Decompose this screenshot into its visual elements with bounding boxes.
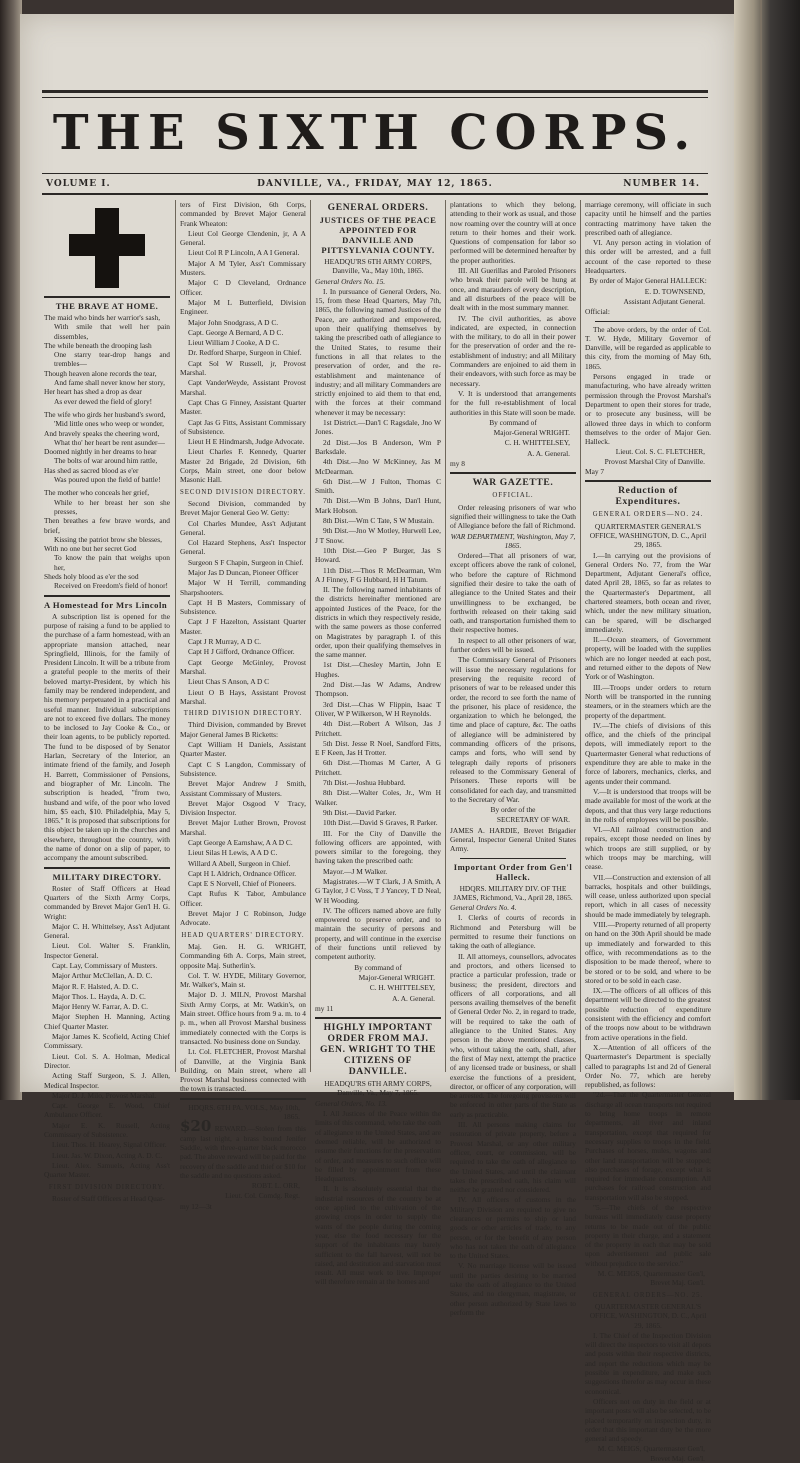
important-order-para-2: II. It is absolutely essential that the industrial resources of the country be at once applied to the cultivation of the growing crops in order to supply the wants of the people during the coming year, else the food necessary for the support of the inhabitants may barely sufficient to the fall harvest, will not be raised, and destitution and starvation must result. All must work to live. Improper will therefore remain at the homes and [315,1184,441,1287]
column-1 [44,200,170,1203]
directory-entry: Capt VanderWeyde, Assistant Provost Marshal. [180,378,306,397]
hq-directory-list [180,942,306,1094]
poem-line: 'Mid little ones who weep or wonder, [54,419,165,429]
go25-para-1: I. The Chief of the Inspection Division will direct the inspectors to visit all depots and posts within their respective districts, and report the reductions which may be possible in expenditure, and make such suggestions therefor as may occur in these economical. [585,1330,711,1396]
poem-line: The maid who binds her warrior's sash, [44,313,161,322]
appointee-entry: 5th Dist. Jesse R Noel, Sandford Fitts, E F Keen, Jas H Trotter. [315,738,441,758]
important-order-number: General Orders, No. 13. [315,1098,387,1108]
go24-paragraph: II.—Ocean steamers, of Government property, will be loaded with the supplies which are no longer needed at each post, and returned either to the depots of New York or of Washington. [585,635,711,682]
section-divider [585,480,711,482]
masthead-rule [42,97,708,98]
order-footnote: my 8 [450,459,465,469]
binding-board-edge [760,0,762,1100]
appointee-entry: 4th Dist.—Robert A Wilson, Jas J Pritchett. [315,719,441,738]
second-division-title: SECOND DIVISION DIRECTORY. [180,488,307,496]
directory-entry: Capt Sol W Russell, jr, Provost Marshal. [180,358,306,378]
official-label: OFFICIAL. [492,492,534,500]
go24-paragraph: I.—In carrying out the provisions of General Orders No. 77, from the War Department, Adjutant General's office, dated April 28, 1865, so far as relates to the Quartermaster's Department, all chartered steamers, both ocean and river, which, under the new military situation, can be spared, will be discharged immediately. [585,550,711,634]
volume-label: VOLUME I. [46,179,111,189]
directory-entry: Lieut William J Cooke, A D C. [188,338,280,348]
column-rule [310,200,311,1072]
directory-entry: Lieut. Jas. W. Dixon, Acting A. D. C. [52,1150,163,1160]
directory-entry: Brevet Major Andrew J Smith, Assistant Commissary of Musters. [180,779,306,798]
sixth-corps-cross-badge [44,200,170,292]
homestead-article: A subscription list is opened for the purpose of raising a fund to be applied to the purchase of a farm homestead, with an appropriate mansion attached, near Springfield, Illinois, for the family of President Lincoln. It will be a tribute from a grateful people to the merits of their beloved martyr-President, by which his family may be rendered independent, and his memory perpetuated in a practical and useful manner. Individual subscriptions are not to exceed five dollars. The money to be inclosed to Jay Cooke & Co., or their loan agents, to be publicly reported. The fund to be disposed of by Senator Harlan, Secretary of the Interior, an intimate friend of the family, and Joseph H. Barrett, Commissioner of Pensions, and biographer of Mr. Lincoln. The subscription is headed, "from two, husband and wife, of the poor who loved him, $5 each, $10. Philadelphia, May 5, 1865." It is proposed that subscriptions for this object be taken up in the churches and elsewhere, throughout the country, with the name of donor on a slip of paper, to accompany the amount subscribed. [44,611,170,863]
directory-entry: Capt H B Masters, Commissary of Subsistence. [180,597,306,617]
important-order-hq: HEADQU'RS 6TH ARMY CORPS, Danville, Va., May 7, 1865. [324,1079,432,1098]
newspaper-page [20,14,734,1463]
appointee-entry: 3rd Dist.—Chas W Flippin, Isaac T Oliver, W P Wilkerson, W H Reynolds. [315,699,441,718]
poem-line: Received on Freedom's field of honor! [54,581,169,591]
poem-line: And fame shall never know her story, [54,378,165,388]
war-by-order: By order of the [490,805,536,815]
directory-entry: Capt Chas G Finney, Assistant Quarter Master. [180,397,306,417]
directory-entry: Col Hazard Stephens, Ass't Inspector General. [180,538,306,557]
directory-entry: Brevet Major Luther Brown, Provost Marshal. [180,818,306,837]
order-para-3: III. All Guerillas and Paroled Prisoners who break their parole will be hung at once, and marauders of every description, and all disturbers of the peace will be dealt with in the most summary manner. [450,266,576,313]
provost-footnote: May 7 [585,467,605,477]
column-3 [315,200,441,1287]
go24-paragraph: III.—Troops under orders to return North will be transported in the running steamers, or in the steamers which are the property of the department. [585,682,711,720]
directory-entry: Lieut H E Hindmarsh, Judge Advocate. [188,437,305,447]
poem-line: Sheds holy blood as e'er the sod [44,572,139,582]
directory-entry: Capt C S Langdon, Commissary of Subsistence. [180,759,306,778]
directory-entry: Capt Jas G Fitts, Assistant Commissary of Subsistence. [180,417,306,436]
provost-notice-2: Persons engaged in trade or manufacturing, who have already written permission through the Provost Marshal's Department to open their stores for trade, or to prosecute any business, will be allowed three days in which to conform themselves to the order of Major Gen. Halleck. [585,372,711,447]
poem-line: What tho' her heart be rent asunder— [54,437,165,447]
appointee-entry: 1st Dist.—Chesley Martin, John E Hughes. [315,660,441,679]
official-label: Official: [585,307,610,317]
poem-line: With no one but her secret God [44,544,137,554]
book-binding-left [0,0,22,1100]
reward-signature-title: Lieut. Col. Comdg. Regt. [225,1191,300,1201]
war-para-1: Ordered—That all prisoners of war, except officers above the rank of colonel, who before the capture of Richmond signified their desire to take the oath of allegiance to the United States and their unwillingness to be exchanged, be forthwith released on their taking said oath, and transportation furnished them to their respective homes. [450,551,576,635]
poem-line: The mother who conceals her grief, [44,488,150,498]
directory-entry: Major Henry W. Farrar, A. D. C. [52,1002,148,1012]
go24-paragraph: IX.—The officers of all offices of this department will be directed to the greatest possible reduction of expenditure consistent with the efficiency and comfort of the troops now about to be withdrawn from active operations in the field. [585,986,711,1042]
directory-entry: Brevet Major J C Robinson, Judge Advocate. [180,909,306,928]
poem-line: As ever dewed the field of glory! [54,396,153,406]
directory-entry: Capt H J Gifford, Ordnance Officer. [188,647,295,657]
appointee-entry: 7th Dist.—Joshua Hubbard. [323,778,406,788]
justice-entry: 9th Dist.—Jno W Motley, Hurwell Lee, J T Snow. [315,526,441,545]
directory-entry: Major Thos. L. Hayda, A. D. C. [52,991,146,1001]
provost-notice: The above orders, by the order of Col. T. W. Hyde, Military Governor of Danville, will be regarded as applicable to this city, from the morning of May 6th, 1865. [585,324,711,371]
signature-role: Assistant Adjutant General. [623,296,705,306]
section-divider [180,1098,306,1100]
poem-line: Was poured upon the field of battle! [54,475,161,485]
appointee-entry: 10th Dist.—David S Graves, R Parker. [323,818,438,828]
section-divider [44,595,170,597]
directory-entry: Major M L Butterfield, Division Engineer. [180,297,306,317]
poem-line: Has shed as sacred blood as e'er [44,465,139,475]
go25-para-2: Officers not on duty in the field or at important posts will also be selected, to be placed temporarily on inspection duty, in order that this important duty be the more general and speedy. [585,1396,711,1444]
orders-hq-line: HEADQU'RS 6TH ARMY CORPS, Danville, Va., May 10th, 1865. [324,257,432,276]
directory-entry: Dr. Redford Sharpe, Surgeon in Chief. [188,348,302,358]
orders-para-3: III. For the City of Danville the following officers are appointed, with powers similar to the foregoing, they having taken the prescribed oath: [315,828,441,866]
military-directory-title: MILITARY DIRECTORY. [52,871,162,882]
poem-line: While to her breast her son she presses, [54,497,170,516]
justice-entry: 8th Dist.—Wm C Tate, S W Mustain. [323,516,434,526]
poem-line: To know the pain that weighs upon her, [54,553,170,572]
directory-entry: Lieut Silas H Lewis, A A D C. [188,848,278,858]
directory-entry: Lieut. Col. S. A. Holman, Medical Director. [44,1051,170,1070]
poem-line: Though heaven alone records the tear, [44,368,157,378]
directory-entry: Capt George A Earnshaw, A A D C. [188,838,293,847]
poem-line: The while beneath the drooping lash [44,340,152,350]
place-and-date: DANVILLE, VA., FRIDAY, MAY 12, 1865. [257,179,493,189]
halleck-hq: HDQRS. MILITARY DIV. OF THE JAMES, Richmond, Va., April 28, 1865. [453,883,573,902]
halleck-para-2: II. All attorneys, counsellors, advocates and proctors, and others licensed to practice a particular profession, trade or business; the president, directors and officers of all corporations, and all persons availing themselves of the benefit of General Order No. 2, in regard to trade, will be required to take the oath of allegiance to the United States. Any person in the above mentioned classes, who, without taking the oath, shall, after the first of May next, attempt the practice of any licensed trade or business, or shall exercise the functions of a president, director, or officer of any corporation, will be arrested. The foregoing provisions will be enforced in other parts of the State as early as practicable. [450,951,576,1119]
directory-entry: Willard A Abell, Surgeon in Chief. [188,858,291,868]
by-command: By order of Major General HALLECK: [589,276,707,286]
go24-paragraphs [585,551,711,1269]
order-continuation: plantations to which they belong, attending to their work as usual, and those now roaming over the country will at once return to their homes and their work. Questions of compensation for labor so performed will be determined hereafter by the proper authorities. [450,200,576,265]
directory-intro: Roster of Staff Officers at Head Quarters of the Sixth Army Corps, commanded by Brevet Major Gen'l H. G. Wright: [44,883,170,921]
column-rule [175,200,176,1072]
halleck-para-6: VI. Any person acting in violation of this order will be arrested, and a full account of the case reported to these Headquarters. [585,238,711,276]
orders-para-1: I. In pursuance of General Orders, No. 15, from these Head Quarters, May 7th, 1865, the following named Justices of the Peace, are authorized and empowered, upon their qualifying themselves by taking the prescribed oath of allegiance to the United States, to resume their functions in all that relates to the preservation of order, and the re-establishment and maintenance of industry; and all military Commanders are strictly enjoined to aid them to that end, with the forces at their command whenever it may be necessary: [315,286,441,417]
directory-entry: Acting Staff Surgeon, S. J. Allen, Medical Inspector. [44,1071,170,1090]
signature-general: Major-General WRIGHT. [358,972,435,982]
go24-paragraph: "2d.—That the Quartermaster General discharge all ocean transports not required to bring home troops in remote departments, all river and inland transportation, except that required for necessary supplies to troops in the field. Purchases of horses, mules, wagons and other land transportation will be stopped; also purchases of forage, except what is required for immediate consumption. All purchases for railroad construction and transportation will also be stopped. [585,1090,711,1202]
go24-paragraph: X.—Attention of all officers of the Quartermaster's Department is specially called to paragraphs 1st and 2d of General Order No. 77, which are hereby republished, as follows: [585,1042,711,1090]
mayor-line: Mayor.—J M Walker. [323,866,388,876]
go25-hq: QUARTERMASTER GENERAL'S OFFICE, WASHINGTON, D. C., April 29, 1865. [589,1301,707,1330]
second-division-list [180,519,306,707]
war-department-line: WAR DEPARTMENT, Washington, May 7, 1865. [450,531,576,550]
justice-entry: 4th Dist.—Jno W McKinney, Jas M McDearman. [315,457,441,476]
go24-paragraph: VIII.—Property returned of all property on hand on the 30th April should be made up immediately and forwarded to this office, with recommendations as to the disposition to be made thereof, where to be stored or to be sold, and where to be stored or to be sold in each case. [585,920,712,985]
directory-entry: Lt. Col. FLETCHER, Provost Marshal of Danville, at the Virginia Bank Building, on Main street, where all Provost Marshal business connected with the town is transacted. [180,1047,306,1094]
directory-entry: Major James K. Scofield, Acting Chief Commissary. [44,1032,170,1051]
directory-entry: Major D. J. Milo, Provost Marshal. [52,1090,157,1100]
by-command: By command of [489,417,537,427]
directory-entry: Major C. H. Whittelsey, Ass't Adjutant General. [44,921,170,941]
important-order-title: HIGHLY IMPORTANT ORDER FROM MAJ. GEN. WRIGHT TO THE CITIZENS OF DANVILLE. [319,1022,437,1078]
war-para-2: In respect to all other prisoners of war, further orders will be issued. [450,635,576,655]
poem-body [44,313,170,591]
first-division-title: FIRST DIVISION DIRECTORY. [48,1183,166,1191]
poem-line: And bravely speaks the cheering word, [44,428,160,438]
justice-entry: 6th Dist.—W J Fulton, Thomas C Smith. [315,476,441,496]
appointees-list [315,660,441,827]
reward-dateline: HDQRS. 6TH PA. VOLS., May 10th, 1865. [188,1102,300,1122]
poem-line: Doomed nightly in her dreams to hear [44,447,157,457]
order-para-4: IV. The civil authorities, as above indicated, are expected, in connection with the military, to do all in their power for the preservation of order and the re-establishment of industry; and all Military Commanders are enjoined to aid them in their endeavors, with such force as may be necessary. [450,313,577,388]
homestead-title: A Homestead for Mrs Lincoln [44,599,168,610]
war-signature: JAMES A. HARDIE, Brevet Brigadier General, Inspector General United States Army. [450,825,576,854]
appointee-entry: 9th Dist.—David Parker. [323,807,397,817]
column-5 [585,200,712,1463]
directory-entry: Major Jas D Duncan, Pioneer Officer [188,567,299,577]
justice-entry: 1st District.—Dan'l C Ragsdale, Jno W Jones. [315,418,441,437]
important-order-para-1: I. All Justices of the Peace within the limits of this command, who take the oath of allegiance to the United States, and are deemed reliable, will be authorized to resume their functions for the preservation of order, and measures to such office will be filled by appointment from these Headquarters. [315,1109,441,1184]
go24-paragraph: VII.—Construction and extension of all barracks, hospitals and other buildings, will cease, unless authorized upon special report, which in all cases of necessity should be made immediately by telegraph. [585,872,711,919]
reward-footnote: my 12—3t [180,1201,212,1211]
directory-entry: Major D. J. MILN, Provost Marshal Sixth Army Corps, at Mr. Watkin's, on Main street. Office hours from 9 a. m. to 4 p. m., when all Provost Marshal business immediately connected with the Corps is transacted. No business done on Sunday. [180,990,306,1046]
first-division-intro: Roster of Staff Officers at Head Quar- [52,1193,165,1203]
orders-para-2: II. The following named inhabitants of the districts hereinafter mentioned are appointed Justices of the Peace, for the districts in which they respectively reside, with the same powers as those conferred on Magistrates by paragraph I. of this order, upon their qualifying themselves in the same manner. [315,585,441,660]
section-divider [44,296,170,298]
appointee-entry: 8th Dist.—Walter Coles, Jr., Wm H Walker. [315,788,441,807]
section-divider [315,1017,441,1019]
third-division-list [180,740,306,928]
directory-entry: Major W H Terrill, commanding Sharpshooters. [180,578,306,597]
orders-number: General Orders No. 15. [315,276,386,286]
go25-title: GENERAL ORDERS—NO. 25. [592,1291,704,1299]
war-gazette-title: WAR GAZETTE. [472,477,554,489]
justice-entry: 2d Dist.—Jos B Anderson, Wm P Barksdale. [315,437,441,456]
directory-entry: Major R. F. Halsted, A. D. C. [52,981,139,991]
justices-list [315,418,441,584]
poem-line: The wife who girds her husband's sword, [44,409,166,419]
war-secretary: SECRETARY OF WAR. [496,815,570,825]
orders-para-4: IV. The officers named above are fully empowered to preserve order, and to maintain the security of persons and property, and will continue in the exercise of their functions until relieved by competent authority. [315,905,441,962]
section-divider [460,858,566,859]
directory-entry: Major John Snodgrass, A D C. [188,317,279,327]
signature-role: A. A. General. [527,448,570,458]
directory-entry: Major Stephen H. Manning, Acting Chief Quarter Master. [44,1012,170,1031]
directory-entry: Major C D Cleveland, Ordnance Officer. [180,278,306,297]
reward-amount: $20 [180,1117,212,1136]
column-2 [180,200,307,1211]
newspaper-title: THE SIXTH CORPS. [52,105,698,161]
directory-list [44,922,170,1180]
go24-signature: M. C. MEIGS, Quartermaster Gen'l, Brevet Maj. Gen'l. [597,1269,705,1288]
directory-entry: Maj. Gen. H. G. WRIGHT, Commanding 6th A. Corps, Main street, opposite Maj. Sutherlin's. [180,941,306,970]
reward-text: REWARD.—Stolen from this camp last night, a brass bound Jenifer Saddle, with three-quarter black morocco pad. The above reward will be paid for the recovery of the saddle and thief or $10 for the saddle and no questions asked. [180,1124,306,1180]
go24-hq: QUARTERMASTER GENERAL'S OFFICE, WASHINGTON, D. C., April 29, 1865. [589,521,707,550]
go24-paragraph: VI.—All railroad construction and repairs, except those needed on lines by which troops are still supplied, or by which troops may be marching, will cease. [585,825,711,872]
poem-line: The bolts of war around him rattle, [54,456,158,466]
justice-entry: 11th Dist.—Thos R McDearman, Wm A J Finney, F G Hubbard, H H Tatum. [315,565,441,584]
third-division-title: THIRD DIVISION DIRECTORY. [183,710,303,718]
issue-number: NUMBER 14. [623,179,700,189]
reward-signature: ROBT. L. ORR, [251,1181,300,1191]
directory-entry: Surgeon S F Chapin, Surgeon in Chief. [188,557,304,567]
poem-line: Kissing the patriot brow she blesses, [54,534,162,544]
appointee-entry: 6th Dist.—Thomas M Carter, A G Pritchett. [315,758,441,777]
section-divider [450,472,576,474]
column-4 [450,200,577,1317]
halleck-continuation: marriage ceremony, will officiate in such capacity until he himself and the parties contracting matrimony have taken the prescribed oath of allegiance. [585,200,711,237]
masthead [42,90,708,174]
justice-entry: 7th Dist.—Wm B Johns, Dan'l Hunt, Mark Hobson. [315,496,441,515]
go25-signature: M. C. MEIGS, Quartermaster Gen'l, Brevet Maj. Gen'l. [597,1444,705,1463]
directory-entry: Lieut Col R P Lincoln, A A I General. [188,248,300,258]
halleck-para-1: I. Clerks of courts of records in Richmond and Petersburg will be permitted to resume their functions on taking the oath of allegiance. [450,913,576,951]
poem-line: One starry tear-drop hangs and trembles— [54,350,170,369]
go24-paragraph: V.—It is understood that troops will be made available for most of the work at the depots, and that thus very large reductions in the rolls of employees will be possible. [585,786,711,824]
column-rule [580,200,581,1072]
directory-entry: Capt. George A Bernard, A D C. [188,327,284,337]
directory-entry: Major A M Tyler, Ass't Commissary Musters. [180,258,306,278]
go24-paragraph: "5.—The chiefs of the respective bureaus will immediately cause property returns to be made out of the public property in their charge, and a statement of the property in each that may be sold upon advertisement and public sale without prejudice to the service." [585,1202,711,1268]
directory-entry: Lieut. Thos. H. Hearey, Signal Officer. [52,1140,167,1150]
directory-entry: Capt. Lay, Commissary of Musters. [52,961,158,970]
signature-role: A. A. General. [392,993,435,1003]
halleck-para-4: IV. All officers of customs in the Military Division are required to give no clearances or permits to ship or land goods or other articles of trade, to any person, or for the benefit of any person who has not taken the oath of allegiance to the United States. [450,1195,576,1261]
section-divider [44,867,170,869]
appointee-entry: 2nd Dist.—Jas W Adams, Andrew Thompson. [315,680,441,699]
signature-officer: C. H. WHITTELSEY, [504,438,570,448]
first-division-cont: ters of First Division, 6th Corps, commanded by Brevet Major General Frank Wheaton: [180,200,306,228]
directory-entry: Lieut. Col. Walter S. Franklin, Inspector General. [44,941,170,960]
magistrates-line: Magistrates.—W T Clark, J A Smith, A G Taylor, J C Voss, T J Yancey, T D Neal, W H Wooding. [315,877,441,905]
war-para-3: The Commissary General of Prisoners will issue the necessary regulations for preserving the requisite record of prisoners of war to be released under this order, the record to see forth the name of the prisoner, his place of residence, the organization to which he belonged, the time and place of capture, &c. The oaths of allegiance will be administered by commanding officers of the prisons, camps and forts, who will send by telegraph daily reports of prisoners released to the Commissary General of Prisoners. These reports will be consolidated for each day, and transmitted to the Secretary of War. [450,655,576,804]
halleck-order-title: Important Order from Gen'l Halleck. [453,861,573,882]
war-intro: Order releasing prisoners of war who signified their willingness to take the Oath of Allegiance before the fall of Richmond. [450,502,576,531]
signature-general: Major-General WRIGHT. [493,428,570,438]
directory-entry: Capt. George E. Wood, Chief Ambulance Officer. [44,1101,170,1120]
directory-entry: Capt William H Daniels, Assistant Quarter Master. [180,740,306,759]
directory-entry: Major Arthur McClellan, A. D. C. [52,971,153,981]
general-orders-title: GENERAL ORDERS. [327,202,429,213]
directory-entry: Capt J R Murray, A D C. [188,637,262,647]
directory-entry: Lieut Chas S Anson, A D C [188,677,270,687]
directory-entry: Capt George McGinley, Provost Marshal. [180,657,306,676]
third-division-intro: Third Division, commanded by Brevet Major General James B Ricketts: [180,720,306,739]
halleck-para-5: V. No marriage license will be issued until the parties desiring to be married take the oath of allegiance to the United States, and no clergyman, magistrate, or other person authorized by State laws to perform the [450,1261,576,1317]
poem-line: Her heart has shed a drop as dear [44,387,142,397]
book-binding-right [734,0,800,1100]
poem-line: Then breathes a few brave words, and brief, [44,516,170,535]
directory-entry: Col Charles Mundee, Ass't Adjutant General. [180,518,306,537]
directory-entry: Lieut Charles F. Kennedy, Quarter Master 2d Brigade, 2d Division, 6th Corps, Main street, one door below Masonic Hall. [180,447,306,485]
directory-entry: Col. T. W. HYDE, Military Governor, Mr. Walker's, Main st. [180,970,306,990]
hq-directory-title: HEAD QUARTERS' DIRECTORY. [181,931,305,939]
dateline-bar [42,177,708,195]
poem-line: With smile that well her pain dissembles, [54,322,170,341]
directory-entry: Lieut. Alex. Samuels, Acting Ass't Quarter Master. [44,1160,170,1180]
reduction-title: Reduction of Expenditures. [615,485,681,508]
directory-entry: Capt J F Hazelton, Assistant Quarter Master. [180,617,306,636]
second-division-intro: Second Division, commanded by Brevet Major General Geo W. Getty: [180,498,306,518]
directory-entry: Capt Rufus K Tabor, Ambulance Officer. [180,889,306,908]
halleck-order-number: General Orders No. 4. [450,903,517,913]
directory-entry: Brevet Major Osgood V Tracy, Division Inspector. [180,798,306,818]
directory-entry: Major E. K. Russell, Acting Commissary of Subsistence. [44,1120,170,1140]
order-footnote: my 11 [315,1003,334,1013]
justice-entry: 10th Dist.—Geo P Burger, Jas S Howard. [315,545,441,565]
directory-entry: Lieut Col George Clendenin, jr, A A General. [180,228,306,248]
poem-title: THE BRAVE AT HOME. [55,301,159,311]
directory-entry: Lieut O B Hays, Assistant Provost Marshal. [180,687,306,706]
directory-entry: Capt H L Aldrich, Ordnance Officer. [188,868,297,878]
section-divider [595,321,701,322]
by-command: By command of [354,962,402,972]
provost-signature: Lieut. Col. S. C. FLETCHER, Provost Marshal City of Danville. [604,447,705,466]
first-division-list [180,229,306,485]
go24-title: GENERAL ORDERS—NO. 24. [592,511,704,519]
column-rule [445,200,446,1072]
justices-subtitle: JUSTICES OF THE PEACE APPOINTED FOR DANVILLE AND PITTSYLVANIA COUNTY. [319,215,437,255]
order-para-5: V. It is understood that arrangements for the full re-establishment of local authorities in this State will soon be made. [450,388,576,417]
reward-ad [180,1117,306,1180]
go24-paragraph: IV.—The chiefs of divisions of this office, and the chiefs of the principal depots, will immediately report to the Quartermaster General what reductions of expenditure they are able to make in the force of laborers, mechanics, clerks, and agents under their command. [585,720,711,786]
signature-officer: C. H. WHITTELSEY, [369,983,435,993]
halleck-para-3: III. All persons making claims for restoration of private property, before a Provost Marshal, or any other military officer, court, or commission, will be required to take the oath of allegiance to the United States, and until the claimant takes the prescribed oath, his claim will neither be granted nor considered. [450,1120,576,1195]
directory-entry: Capt E S Norvell, Chief of Pioneers. [188,879,296,889]
signature-name: E. D. TOWNSEND, [644,286,705,296]
